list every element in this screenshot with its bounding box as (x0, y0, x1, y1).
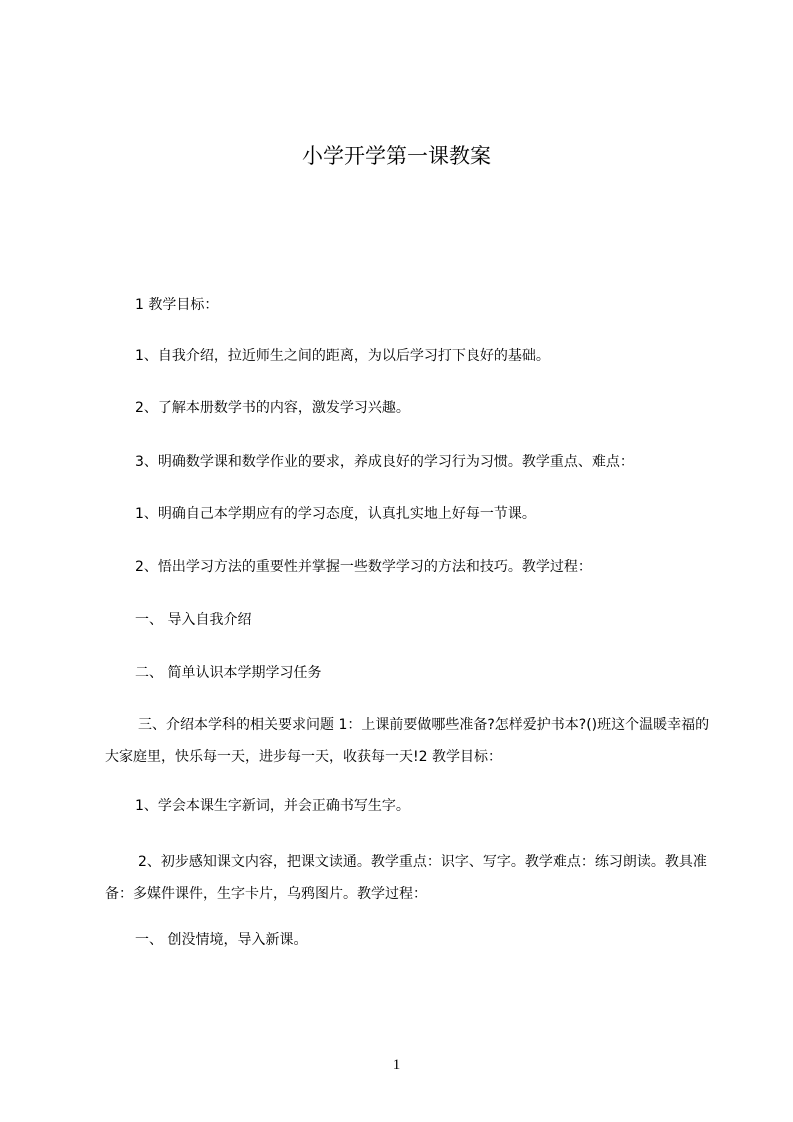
paragraph-lesson-step-1: 一、 创没情境，导入新课。 (135, 932, 308, 948)
paragraph-objective-3: 3、明确数学课和数学作业的要求，养成良好的学习行为习惯。教学重点、难点： (135, 454, 634, 470)
paragraph-step-2: 二、 简单认识本学期学习任务 (135, 665, 322, 681)
paragraph-objective-1: 1、自我介绍，拉近师生之间的距离，为以后学习打下良好的基础。 (135, 348, 550, 364)
paragraph-keypoint-2: 2、悟出学习方法的重要性并掌握一些数学学习的方法和技巧。教学过程： (135, 559, 592, 575)
paragraph-objective-2: 2、了解本册数学书的内容，激发学习兴趣。 (135, 400, 410, 416)
paragraph-lesson-objective-1: 1、学会本课生字新词，并会正确书写生字。 (135, 798, 410, 814)
paragraph-step-3: 三、介绍本学科的相关要求问题 1：上课前要做哪些准备?怎样爱护书本?()班这个温暖幸福的大家庭里，快乐每一天，进步每一天，收获每一天!2 教学目标： (105, 717, 710, 765)
paragraph-lesson-objective-2: 2、初步感知课文内容，把课文读通。教学重点：识字、写字。教学难点：练习朗读。教具准备：多媒件课件，生字卡片，乌鸦图片。教学过程： (105, 854, 707, 902)
page-number: 1 (392, 1057, 401, 1073)
document-title: 小学开学第一课教案 (302, 144, 491, 168)
paragraph-step-1: 一、 导入自我介绍 (135, 612, 252, 628)
paragraph-objectives-heading: 1 教学目标： (135, 297, 219, 313)
paragraph-keypoint-1: 1、明确自己本学期应有的学习态度，认真扎实地上好每一节课。 (135, 506, 536, 522)
